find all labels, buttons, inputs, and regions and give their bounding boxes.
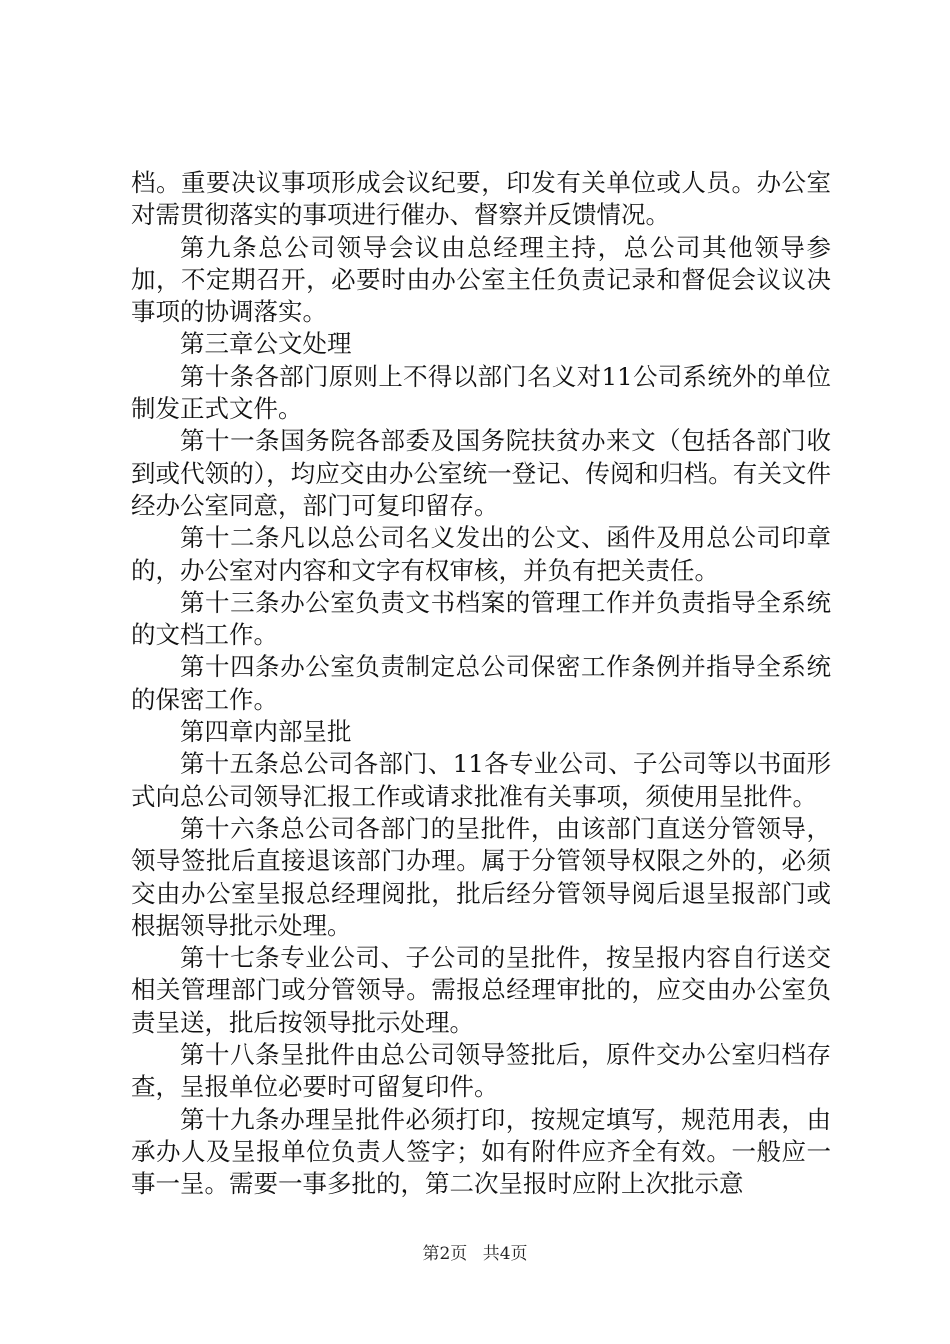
paragraph-article-12: 第十二条凡以总公司名义发出的公文、函件及用总公司印章的，办公室对内容和文字有权审核，并负有把关责任。 [131,523,831,585]
paragraph-article-17: 第十七条专业公司、子公司的呈批件，按呈报内容自行送交相关管理部门或分管领导。需报总经理审批的，应交由办公室负责呈送，批后按领导批示处理。 [131,943,831,1037]
paragraph-article-9: 第九条总公司领导会议由总经理主持，总公司其他领导参加，不定期召开，必要时由办公室主任负责记录和督促会议议决事项的协调落实。 [131,232,831,327]
document-body [131,167,831,1201]
paragraph-article-18: 第十八条呈批件由总公司领导签批后，原件交办公室归档存查，呈报单位必要时可留复印件。 [131,1040,831,1102]
paragraph-article-16: 第十六条总公司各部门的呈批件，由该部门直送分管领导，领导签批后直接退该部门办理。属于分管领导权限之外的，必须交由办公室呈报总经理阅批，批后经分管领导阅后退呈报部门或根据领导批示处理。 [131,813,831,940]
paragraph-article-14: 第十四条办公室负责制定总公司保密工作条例并指导全系统的保密工作。 [131,652,831,714]
chapter-heading-4: 第四章内部呈批 [180,717,352,747]
paragraph-article-10: 第十条各部门原则上不得以部门名义对11公司系统外的单位制发正式文件。 [131,361,831,424]
chapter-heading-3: 第三章公文处理 [180,329,352,359]
paragraph-article-11: 第十一条国务院各部委及国务院扶贫办来文（包括各部门收到或代领的），均应交由办公室统一登记、传阅和归档。有关文件经办公室同意，部门可复印留存。 [131,426,831,520]
paragraph-article-13: 第十三条办公室负责文书档案的管理工作并负责指导全系统的文档工作。 [131,587,831,650]
page-total: 共4页 [482,1244,528,1264]
paragraph-continuation: 档。重要决议事项形成会议纪要，印发有关单位或人员。办公室对需贯彻落实的事项进行催办、督察并反馈情况。 [131,168,831,230]
paragraph-article-15: 第十五条总公司各部门、11各专业公司、子公司等以书面形式向总公司领导汇报工作或请求批准有关事项，须使用呈批件。 [131,749,831,811]
page-footer [0,1243,950,1265]
page-number: 第2页 [422,1244,468,1264]
paragraph-article-19: 第十九条办理呈批件必须打印，按规定填写，规范用表，由承办人及呈报单位负责人签字；如有附件应齐全有效。一般应一事一呈。需要一事多批的，第二次呈报时应附上次批示意 [131,1104,831,1199]
